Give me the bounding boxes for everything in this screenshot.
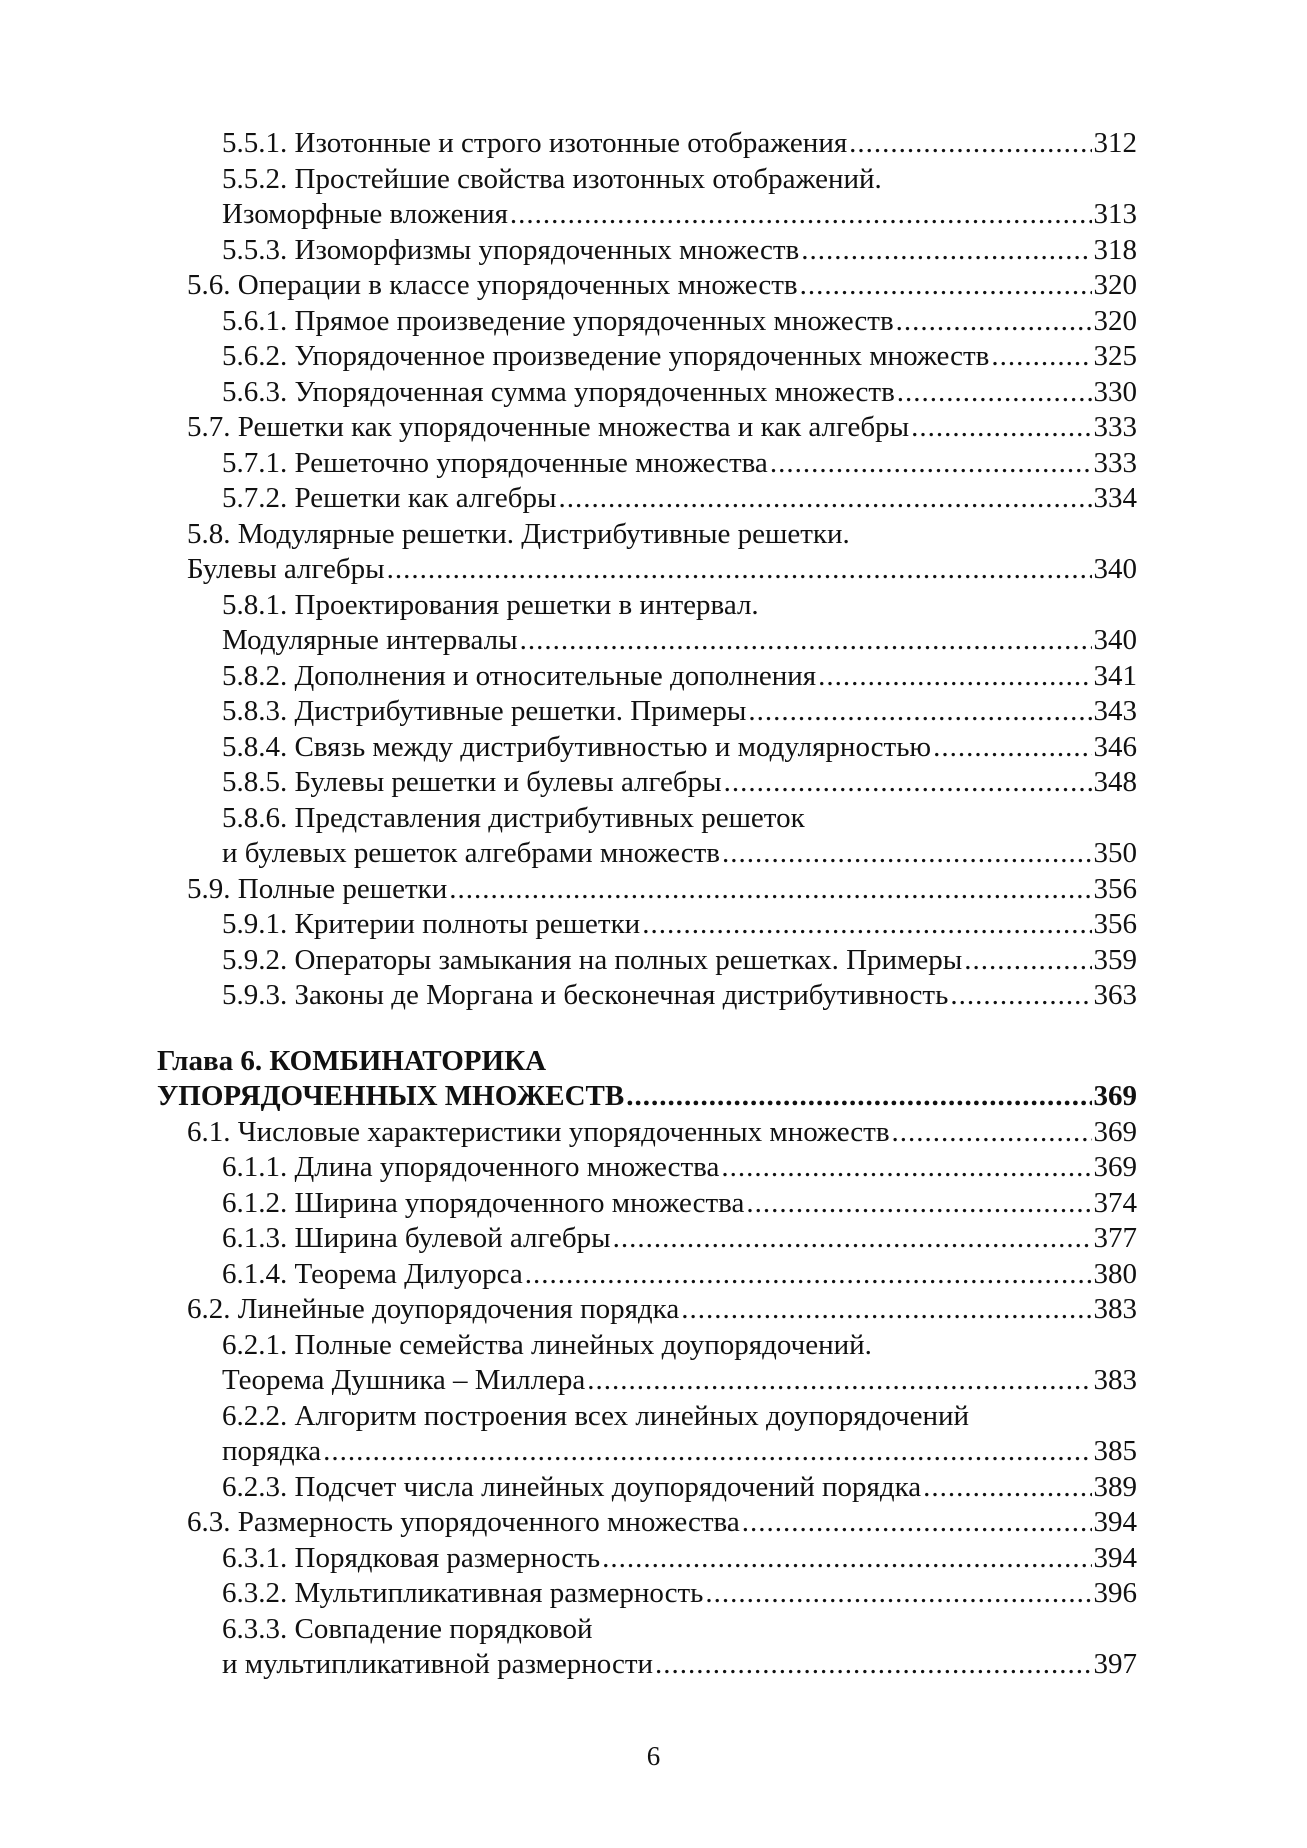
toc-entry-6-3-3-line1 [157, 1612, 1137, 1648]
dot-leader [642, 907, 1091, 943]
toc-entry-page: 363 [1093, 979, 1137, 1011]
toc-entry-page: 377 [1093, 1222, 1137, 1254]
toc-entry-5-8-1-line1 [157, 588, 1137, 624]
toc-entry-page: 397 [1093, 1648, 1137, 1680]
toc-entry-5-8-6[interactable] [157, 836, 1137, 872]
toc-chapter-title: УПОРЯДОЧЕННЫХ МНОЖЕСТВ [157, 1080, 625, 1112]
toc-entry-title: 6.1.2. Ширина упорядоченного множества [222, 1186, 745, 1219]
dot-leader [742, 1505, 1092, 1541]
toc-entry-title: 5.9.1. Критерии полноты решетки [222, 908, 641, 940]
toc-entry-page: 333 [1093, 446, 1137, 479]
toc-entry-title: Булевы алгебры [187, 553, 385, 585]
toc-entry-5-6-2[interactable] [157, 339, 1137, 375]
toc-entry-6-1-4[interactable] [157, 1257, 1137, 1293]
toc-entry-page: 356 [1093, 908, 1137, 940]
dot-leader [510, 197, 1092, 233]
toc-entry-title: 6.3.2. Мультипликативная размерность [222, 1577, 704, 1609]
dot-leader [626, 1079, 1091, 1115]
toc-entry-page: 330 [1093, 375, 1137, 408]
toc-entry-6-1-2[interactable] [157, 1186, 1137, 1222]
toc-entry-title: 6.2.1. Полные семейства линейных доупорядочений. [222, 1328, 872, 1361]
toc-entry-5-7-2[interactable] [157, 481, 1137, 517]
toc-entry-page: 318 [1093, 233, 1137, 266]
toc-entry-page: 312 [1093, 127, 1137, 159]
toc-entry-5-6-3[interactable] [157, 375, 1137, 411]
toc-entry-title: 6.2.3. Подсчет числа линейных доупорядочений порядка [222, 1470, 922, 1503]
toc-chapter-6-line1 [157, 1044, 1137, 1080]
toc-entry-title: 6.1.4. Теорема Дилуорса [222, 1257, 523, 1290]
dot-leader [950, 978, 1091, 1014]
toc-entry-page: 340 [1093, 553, 1137, 585]
toc-entry-5-9-3[interactable] [157, 978, 1137, 1014]
toc-entry-page: 343 [1093, 695, 1137, 727]
toc-entry-6-2-3[interactable] [157, 1470, 1137, 1506]
toc-entry-5-8-4[interactable] [157, 730, 1137, 766]
toc-entry-title: 5.8. Модулярные решетки. Дистрибутивные решетки. [187, 517, 850, 550]
dot-leader [705, 1576, 1091, 1612]
toc-entry-5-8-line1 [157, 517, 1137, 553]
toc-entry-6-3[interactable] [157, 1505, 1137, 1541]
dot-leader [801, 233, 1091, 269]
toc-entry-title: и мультипликативной размерности [222, 1648, 654, 1680]
toc-entry-page: 369 [1093, 1115, 1137, 1148]
dot-leader [721, 1150, 1091, 1186]
toc-entry-title: 5.8.2. Дополнения и относительные дополнения [222, 659, 817, 692]
dot-leader [897, 375, 1092, 411]
toc-entry-5-8-2[interactable] [157, 659, 1137, 695]
toc-entry-6-2-2[interactable] [157, 1434, 1137, 1470]
toc-entry-5-8-5[interactable] [157, 765, 1137, 801]
toc-entry-title: 6.2.2. Алгоритм построения всех линейных доупорядочений [222, 1399, 970, 1432]
toc-entry-page: 333 [1093, 411, 1137, 443]
toc-entry-title: 5.8.1. Проектирования решетки в интервал. [222, 588, 759, 621]
toc-entry-6-2-2-line1 [157, 1399, 1137, 1435]
toc-entry-5-8-1[interactable] [157, 623, 1137, 659]
toc-entry-title: 6.1.1. Длина упорядоченного множества [222, 1151, 720, 1183]
toc-entry-6-1[interactable] [157, 1115, 1137, 1151]
toc-entry-title: 5.5.3. Изоморфизмы упорядоченных множеств [222, 233, 800, 266]
toc-entry-5-8-6-line1 [157, 801, 1137, 837]
toc-entry-6-3-3[interactable] [157, 1647, 1137, 1683]
toc-entry-title: 6.3.1. Порядковая размерность [222, 1541, 601, 1574]
dot-leader [602, 1541, 1091, 1577]
toc-entry-title: 6.3.3. Совпадение порядковой [222, 1612, 593, 1645]
table-of-contents [157, 126, 1137, 1683]
toc-entry-page: 396 [1093, 1577, 1137, 1609]
dot-leader [525, 1257, 1092, 1293]
dot-leader [587, 1363, 1091, 1399]
dot-leader [818, 659, 1091, 695]
toc-entry-title: 5.5.2. Простейшие свойства изотонных отображений. [222, 162, 882, 195]
toc-chapter-title: Глава 6. КОМБИНАТОРИКА [157, 1044, 547, 1077]
toc-entry-title: 5.6.1. Прямое произведение упорядоченных множеств [222, 304, 894, 337]
dot-leader [387, 552, 1092, 588]
dot-leader [896, 304, 1092, 340]
toc-entry-page: 356 [1093, 872, 1137, 905]
dot-leader [923, 1470, 1091, 1506]
page-number: 6 [646, 1741, 661, 1771]
dot-leader [964, 943, 1091, 979]
toc-entry-title: 5.8.3. Дистрибутивные решетки. Примеры [222, 695, 747, 727]
toc-entry-title: 5.7. Решетки как упорядоченные множества и как алгебры [187, 411, 910, 443]
toc-entry-6-1-3[interactable] [157, 1221, 1137, 1257]
toc-entry-page: 369 [1093, 1080, 1137, 1112]
toc-entry-5-5-2[interactable] [157, 197, 1137, 233]
toc-entry-title: 5.6.2. Упорядоченное произведение упорядоченных множеств [222, 340, 990, 372]
dot-leader [655, 1647, 1091, 1683]
toc-entry-page: 359 [1093, 943, 1137, 976]
toc-entry-6-2-1-line1 [157, 1328, 1137, 1364]
dot-leader [558, 481, 1091, 517]
toc-entry-5-6-1[interactable] [157, 304, 1137, 340]
dot-leader [722, 836, 1092, 872]
toc-entry-title: 5.9.2. Операторы замыкания на полных решетках. Примеры [222, 943, 963, 976]
toc-entry-page: 383 [1093, 1293, 1137, 1325]
toc-entry-page: 313 [1093, 198, 1137, 230]
toc-chapter-6[interactable] [157, 1079, 1137, 1115]
dot-leader [520, 623, 1092, 659]
toc-entry-page: 385 [1093, 1435, 1137, 1467]
dot-leader [746, 1186, 1091, 1222]
toc-entry-title: 5.8.4. Связь между дистрибутивностью и модулярностью [222, 730, 932, 763]
toc-entry-page: 348 [1093, 766, 1137, 798]
toc-entry-page: 341 [1093, 659, 1137, 692]
dot-leader [323, 1434, 1091, 1470]
toc-entry-title: 6.1. Числовые характеристики упорядоченных множеств [187, 1115, 890, 1148]
toc-entry-6-3-1[interactable] [157, 1541, 1137, 1577]
toc-entry-5-8-3[interactable] [157, 694, 1137, 730]
toc-entry-page: 374 [1093, 1186, 1137, 1219]
toc-entry-title: порядка [222, 1435, 322, 1467]
toc-entry-5-7-1[interactable] [157, 446, 1137, 482]
dot-leader [613, 1221, 1092, 1257]
dot-leader [748, 694, 1091, 730]
toc-entry-title: Изоморфные вложения [222, 198, 508, 230]
toc-entry-title: 5.6.3. Упорядоченная сумма упорядоченных множеств [222, 375, 895, 408]
toc-entry-title: Теорема Душника – Миллера [222, 1364, 586, 1396]
toc-entry-title: 5.9. Полные решетки [187, 872, 448, 905]
toc-entry-5-8[interactable] [157, 552, 1137, 588]
dot-leader [849, 126, 1091, 162]
toc-entry-6-2[interactable] [157, 1292, 1137, 1328]
toc-entry-5-5-1[interactable] [157, 126, 1137, 162]
toc-entry-page: 369 [1093, 1151, 1137, 1183]
toc-entry-title: 5.7.2. Решетки как алгебры [222, 482, 557, 514]
toc-entry-title: 6.2. Линейные доупорядочения порядка [187, 1293, 680, 1325]
toc-entry-title: Модулярные интервалы [222, 624, 518, 656]
toc-entry-page: 380 [1093, 1257, 1137, 1290]
toc-entry-5-9-1[interactable] [157, 907, 1137, 943]
dot-leader [991, 339, 1091, 375]
toc-entry-title: 5.9.3. Законы де Моргана и бесконечная дистрибутивность [222, 979, 949, 1011]
toc-entry-page: 346 [1093, 730, 1137, 763]
dot-leader [681, 1292, 1091, 1328]
toc-entry-6-2-1[interactable] [157, 1363, 1137, 1399]
toc-entry-page: 350 [1093, 837, 1137, 869]
toc-entry-page: 383 [1093, 1364, 1137, 1396]
dot-leader [449, 872, 1091, 908]
toc-entry-6-1-1[interactable] [157, 1150, 1137, 1186]
toc-entry-title: 5.8.5. Булевы решетки и булевы алгебры [222, 766, 722, 798]
dot-leader [770, 446, 1092, 482]
toc-entry-page: 325 [1093, 340, 1137, 372]
toc-entry-5-7[interactable] [157, 410, 1137, 446]
toc-entry-5-9[interactable] [157, 872, 1137, 908]
toc-entry-page: 340 [1093, 624, 1137, 656]
toc-entry-page: 320 [1093, 304, 1137, 337]
dot-leader [800, 268, 1092, 304]
toc-entry-5-6[interactable] [157, 268, 1137, 304]
dot-leader [933, 730, 1091, 766]
dot-leader [911, 410, 1091, 446]
toc-entry-title: 5.8.6. Представления дистрибутивных решеток [222, 801, 805, 834]
toc-entry-5-5-2-line1 [157, 162, 1137, 198]
section-gap [157, 1014, 1137, 1044]
toc-entry-title: 5.5.1. Изотонные и строго изотонные отображения [222, 127, 848, 159]
toc-entry-page: 394 [1093, 1506, 1137, 1538]
dot-leader [892, 1115, 1092, 1151]
toc-entry-5-5-3[interactable] [157, 233, 1137, 269]
toc-entry-5-9-2[interactable] [157, 943, 1137, 979]
toc-entry-page: 320 [1093, 269, 1137, 301]
toc-entry-title: 5.7.1. Решеточно упорядоченные множества [222, 446, 768, 479]
toc-entry-page: 394 [1093, 1541, 1137, 1574]
toc-entry-page: 334 [1093, 482, 1137, 514]
toc-entry-title: 6.3. Размерность упорядоченного множества [187, 1506, 740, 1538]
dot-leader [724, 765, 1092, 801]
toc-entry-page: 389 [1093, 1470, 1137, 1503]
toc-entry-title: и булевых решеток алгебрами множеств [222, 837, 720, 869]
toc-entry-title: 6.1.3. Ширина булевой алгебры [222, 1222, 611, 1254]
toc-entry-6-3-2[interactable] [157, 1576, 1137, 1612]
toc-entry-title: 5.6. Операции в классе упорядоченных множеств [187, 269, 798, 301]
